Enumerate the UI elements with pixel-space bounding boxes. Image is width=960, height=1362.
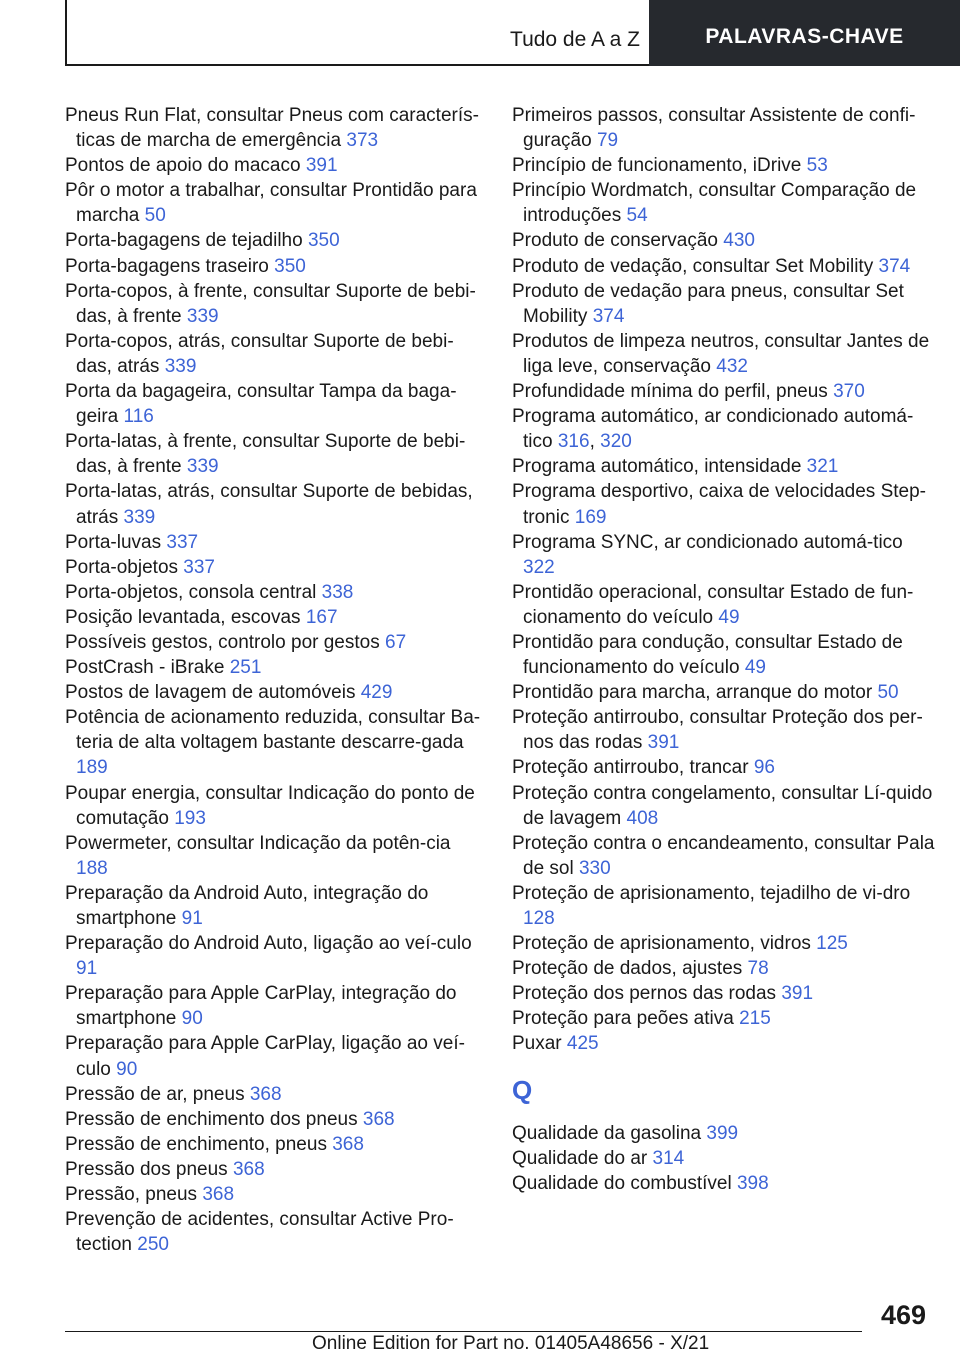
index-entry — [65, 1107, 485, 1132]
index-entry — [512, 153, 937, 178]
page-link[interactable]: 320 — [600, 431, 632, 453]
page-link[interactable]: 432 — [716, 355, 748, 377]
page-link[interactable]: 189 — [76, 757, 108, 779]
index-entry — [512, 956, 937, 981]
index-entry — [65, 1082, 485, 1107]
entry-term: Prontidão operacional, consultar Estado de fun-cionamento do veículo — [512, 581, 914, 628]
page-link[interactable]: 169 — [574, 506, 607, 528]
page-link[interactable]: 251 — [229, 657, 262, 679]
page-link[interactable]: 339 — [164, 355, 197, 377]
page-link[interactable]: 91 — [76, 958, 98, 980]
page-link[interactable]: 91 — [181, 908, 203, 929]
header-left-rule — [65, 0, 67, 66]
header-bottom-rule — [65, 64, 649, 66]
index-entry — [65, 429, 485, 479]
index-entry — [512, 228, 937, 253]
entry-term: PostCrash - iBrake — [65, 657, 225, 679]
page-link[interactable]: 368 — [232, 1158, 265, 1180]
page-link[interactable]: 339 — [123, 506, 156, 528]
page-link[interactable]: 408 — [626, 807, 659, 829]
index-entry — [512, 379, 937, 404]
page-link[interactable]: 50 — [877, 682, 899, 704]
entry-term: Produto de conservação — [512, 230, 718, 252]
entry-term: Proteção antirroubo, consultar Proteção dos per-nos das rodas — [512, 707, 923, 754]
index-entry — [512, 329, 937, 379]
entry-term: Programa automático, ar condicionado automá-tico — [512, 406, 914, 453]
index-entry — [65, 1157, 485, 1182]
index-entry — [65, 178, 485, 228]
page-number: 469 — [880, 1300, 926, 1330]
entry-term: Proteção para peões ativa — [512, 1008, 734, 1030]
entry-term: Prontidão para condução, consultar Estado de funcionamento do veículo — [512, 631, 903, 679]
page-link[interactable]: 250 — [137, 1234, 169, 1256]
index-entry — [65, 479, 485, 529]
entry-term: Pontos de apoio do macaco — [65, 155, 301, 177]
index-entry — [65, 555, 485, 580]
page-link[interactable]: 368 — [202, 1184, 235, 1206]
letter-heading: Q — [512, 1074, 533, 1105]
index-entry — [512, 1121, 937, 1146]
entry-term: Poupar energia, consultar Indicação do ponto de comutação — [65, 782, 475, 829]
index-entry — [65, 1132, 485, 1157]
index-entry — [512, 881, 937, 931]
entry-term: Posição levantada, escovas — [65, 606, 301, 628]
page-header — [65, 0, 960, 66]
page-link[interactable]: 374 — [878, 255, 911, 277]
index-entry — [512, 580, 937, 630]
index-entry — [512, 630, 937, 680]
index-entry — [65, 580, 485, 605]
entry-term: Produtos de limpeza neutros, consultar Jantes de liga leve, conservação — [512, 330, 930, 377]
entry-term: Proteção de aprisionamento, vidros — [512, 933, 811, 955]
index-entry — [65, 153, 485, 178]
index-entry — [65, 1031, 485, 1081]
index-column-right — [512, 103, 937, 1196]
entry-term: Pressão de enchimento, pneus — [65, 1133, 327, 1155]
entry-term: Pressão de ar, pneus — [65, 1083, 245, 1105]
page-link[interactable]: 125 — [816, 933, 848, 955]
entry-term: Preparação do Android Auto, ligação ao veí-culo — [65, 933, 472, 955]
page-link[interactable]: 321 — [806, 456, 839, 478]
entry-term: Produto de vedação, consultar Set Mobility — [512, 255, 874, 277]
page-link[interactable]: 425 — [566, 1033, 599, 1055]
index-entry — [512, 1146, 937, 1171]
page-link[interactable]: 350 — [307, 230, 340, 252]
entry-term: Pressão de enchimento dos pneus — [65, 1108, 358, 1130]
entry-term: Proteção contra congelamento, consultar Lí-quido de lavagem — [512, 782, 933, 829]
index-entry — [65, 680, 485, 705]
page-link[interactable]: 78 — [747, 958, 769, 980]
entry-term: Potência de acionamento reduzida, consultar Ba-teria de alta voltagem bastante descarre-gada — [65, 707, 481, 754]
page-link[interactable]: 391 — [647, 732, 680, 754]
index-entry — [512, 530, 937, 580]
entry-term: Porta-bagagens de tejadilho — [65, 230, 303, 252]
index-entry — [512, 1031, 937, 1056]
index-entry — [512, 831, 937, 881]
entry-term: Porta-objetos — [65, 556, 179, 578]
index-entry — [512, 1006, 937, 1031]
entry-term: Porta-copos, atrás, consultar Suporte de bebi-das, atrás — [65, 330, 454, 377]
page-link[interactable]: 399 — [706, 1122, 739, 1144]
index-entry — [65, 881, 485, 931]
entry-term: Produto de vedação para pneus, consultar Set Mobility — [512, 280, 904, 327]
entry-term: Proteção contra o encandeamento, consultar Pala de sol — [512, 832, 935, 879]
entry-term: Preparação da Android Auto, integração do smartphone — [65, 882, 429, 929]
entry-term: Preparação para Apple CarPlay, ligação ao veí-culo — [65, 1033, 465, 1080]
entry-term: Qualidade do ar — [512, 1147, 648, 1169]
page-link[interactable]: 368 — [249, 1083, 282, 1105]
chapter-tab: PALAVRAS-CHAVE — [649, 0, 960, 66]
entry-term: Puxar — [512, 1033, 562, 1055]
entry-term: Powermeter, consultar Indicação da potên-cia — [65, 832, 451, 854]
entry-term: Proteção de dados, ajustes — [512, 958, 743, 980]
entry-term: Qualidade da gasolina — [512, 1122, 702, 1144]
index-entry — [512, 680, 937, 705]
entry-term: Programa automático, intensidade — [512, 456, 802, 478]
page-link[interactable]: 53 — [806, 155, 828, 177]
page-link[interactable]: 330 — [578, 857, 611, 879]
page-link[interactable]: 215 — [739, 1008, 771, 1030]
entry-term: Porta-latas, à frente, consultar Suporte de bebi-das, à frente — [65, 431, 466, 478]
footer-rule — [65, 1331, 862, 1332]
entry-term: Porta-objetos, consola central — [65, 581, 317, 603]
index-entry — [512, 755, 937, 780]
index-entry — [65, 630, 485, 655]
index-entry — [512, 454, 937, 479]
page-link[interactable]: 391 — [781, 983, 814, 1005]
page-link[interactable]: 373 — [346, 130, 379, 152]
index-entry — [65, 781, 485, 831]
page-link[interactable]: 167 — [305, 606, 338, 628]
index-entry — [512, 404, 937, 454]
index-entry — [512, 479, 937, 529]
page-link[interactable]: 67 — [385, 631, 407, 653]
entry-term: Qualidade do combustível — [512, 1172, 732, 1194]
entry-term: Porta-latas, atrás, consultar Suporte de bebidas, atrás — [65, 481, 473, 528]
index-entry — [65, 1207, 485, 1257]
page-link[interactable]: 90 — [116, 1058, 138, 1080]
index-entry — [65, 655, 485, 680]
index-entry — [512, 931, 937, 956]
page-link[interactable]: 368 — [362, 1108, 395, 1130]
page-link[interactable]: 398 — [736, 1172, 769, 1194]
index-entry — [512, 981, 937, 1006]
footer-text: Online Edition for Part no. 01405A48656 - X/21 — [312, 1333, 710, 1354]
page-link[interactable]: 188 — [76, 857, 108, 879]
page-link[interactable]: 90 — [181, 1008, 203, 1030]
page-link[interactable]: 430 — [723, 230, 755, 252]
index-entry — [512, 279, 937, 329]
page-separator: , — [589, 431, 595, 453]
page-link[interactable]: 49 — [718, 606, 740, 628]
entry-term: Prevenção de acidentes, consultar Active Pro-tection — [65, 1209, 454, 1256]
entry-term: Possíveis gestos, controlo por gestos — [65, 631, 380, 653]
index-column-left — [65, 103, 485, 1257]
entry-term: Pôr o motor a trabalhar, consultar Prontidão para marcha — [65, 180, 477, 227]
page-link[interactable]: 374 — [592, 305, 625, 327]
entry-term: Porta-bagagens traseiro — [65, 255, 269, 277]
index-entry — [65, 103, 485, 153]
page-link[interactable]: 50 — [144, 205, 166, 227]
index-entry — [65, 530, 485, 555]
entry-term: Porta-luvas — [65, 531, 162, 553]
index-entry — [512, 103, 937, 153]
page-link[interactable]: 368 — [332, 1133, 364, 1155]
page-link[interactable]: 337 — [183, 556, 215, 578]
index-entry — [65, 831, 485, 881]
entry-term: Programa desportivo, caixa de velocidades Step-tronic — [512, 481, 927, 528]
index-entry — [65, 379, 485, 429]
entry-term: Programa SYNC, ar condicionado automá-tico — [512, 531, 903, 553]
page-link[interactable]: 96 — [753, 757, 775, 779]
index-entry — [512, 254, 937, 279]
entry-term: Pressão dos pneus — [65, 1158, 228, 1180]
index-entry — [65, 228, 485, 253]
index-entry — [65, 279, 485, 329]
page-link[interactable]: 338 — [321, 581, 354, 603]
entry-term: Profundidade mínima do perfil, pneus — [512, 381, 828, 403]
entry-term: Proteção antirroubo, trancar — [512, 757, 749, 779]
index-entry — [65, 329, 485, 379]
page-link[interactable]: 391 — [305, 155, 338, 177]
page-link[interactable]: 314 — [652, 1147, 685, 1169]
index-entry — [512, 705, 937, 755]
entry-term: Primeiros passos, consultar Assistente de confi-guração — [512, 105, 916, 152]
index-entry — [512, 178, 937, 228]
entry-term: Prontidão para marcha, arranque do motor — [512, 682, 873, 704]
page-link[interactable]: 79 — [596, 130, 619, 152]
entry-term: Princípio Wordmatch, consultar Comparação de introduções — [512, 180, 917, 227]
entry-term: Porta da bagageira, consultar Tampa da baga-geira — [65, 381, 457, 428]
entry-term: Preparação para Apple CarPlay, integração do smartphone — [65, 983, 457, 1030]
entry-term: Porta-copos, à frente, consultar Suporte de bebi-das, à frente — [65, 280, 476, 327]
page-link[interactable]: 337 — [166, 531, 199, 553]
page-link[interactable]: 316 — [557, 431, 590, 453]
index-entry — [65, 705, 485, 780]
entry-term: Pneus Run Flat, consultar Pneus com caracterís-ticas de marcha de emergência — [65, 105, 479, 152]
page-link[interactable]: 370 — [833, 381, 865, 403]
index-entry — [65, 1182, 485, 1207]
entry-term: Postos de lavagem de automóveis — [65, 682, 356, 704]
index-entry — [65, 605, 485, 630]
page-link[interactable]: 116 — [123, 406, 154, 428]
page-link[interactable]: 322 — [523, 556, 555, 578]
index-entry — [512, 781, 937, 831]
entry-term: Princípio de funcionamento, iDrive — [512, 155, 802, 177]
entry-term: Pressão, pneus — [65, 1184, 198, 1206]
index-entry — [65, 931, 485, 981]
index-entry — [512, 1171, 937, 1196]
index-entry — [65, 981, 485, 1031]
page-link[interactable]: 339 — [186, 456, 219, 478]
page-link[interactable]: 128 — [523, 908, 555, 929]
entry-term: Proteção dos pernos das rodas — [512, 983, 777, 1005]
index-entry — [65, 254, 485, 279]
page-link[interactable]: 54 — [626, 205, 648, 227]
entry-term: Proteção de aprisionamento, tejadilho de vi-dro — [512, 882, 911, 904]
page-link[interactable]: 49 — [744, 657, 766, 679]
page-link[interactable]: 350 — [274, 255, 306, 277]
page-link[interactable]: 193 — [174, 807, 206, 829]
section-title: Tudo de A a Z — [510, 28, 640, 51]
page-link[interactable]: 429 — [360, 682, 393, 704]
page-link[interactable]: 339 — [186, 305, 219, 327]
